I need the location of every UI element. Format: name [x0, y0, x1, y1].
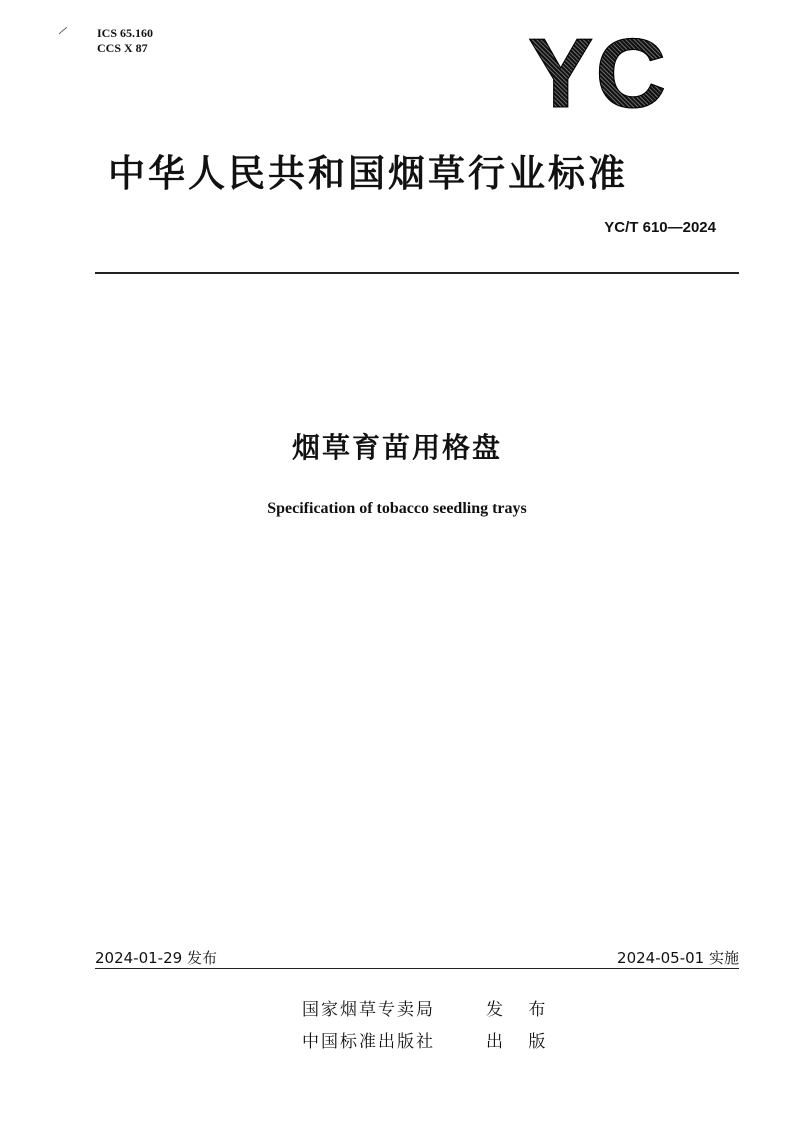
bottom-divider	[95, 968, 739, 969]
publisher-action: 发 布	[486, 1000, 556, 1020]
yc-logo	[528, 18, 669, 128]
publisher-row	[302, 995, 555, 1020]
document-subtitle: Specification of tobacco seedling trays	[267, 500, 527, 517]
publisher-action: 出 版	[486, 1032, 556, 1052]
yc-logo-text: YC	[528, 18, 669, 128]
top-divider	[95, 272, 739, 274]
standard-number: YC/T 610—2024	[604, 219, 716, 236]
publisher-row	[302, 1027, 555, 1052]
document-title: 烟草育苗用格盘	[291, 431, 502, 464]
effective-date: 2024-05-01 实施	[617, 949, 739, 967]
standard-category-title: 中华人民共和国烟草行业标准	[108, 152, 628, 195]
pen-mark	[59, 27, 67, 34]
classification-codes	[97, 26, 153, 56]
ics-code: ICS 65.160	[97, 26, 154, 40]
publish-date: 2024-01-29 发布	[95, 949, 217, 967]
ccs-code: CCS X 87	[97, 41, 148, 55]
publisher-org: 国家烟草专卖局	[302, 1000, 435, 1020]
publisher-org: 中国标准出版社	[302, 1032, 435, 1052]
